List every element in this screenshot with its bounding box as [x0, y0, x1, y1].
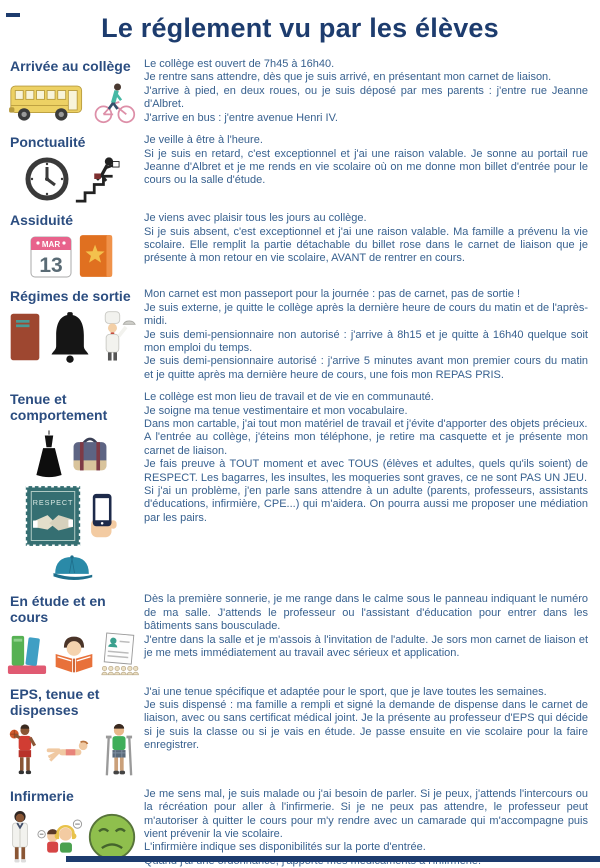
rule-line: Je fais preuve à TOUT moment et avec TOUS (élèves et adultes, quels qu'ils soient) de RESPECT. Les bagarres, les insultes, les moqueries sont graves, ce ne sont PAS UN JEU. — [144, 458, 588, 484]
rule-line: Je suis demi-pensionnaire autorisé : j'arrive 5 minutes avant mon premier cours du matin et je quitte après ma dernière heure de cours, une fois mon REPAS PRIS. — [144, 355, 588, 381]
running-late-icon — [74, 155, 120, 203]
basketball-player-icon — [8, 723, 40, 779]
section-rules — [144, 288, 600, 382]
phone-hand-icon — [86, 491, 120, 541]
section-eps-tenue-et-dispenses — [6, 686, 600, 779]
rule-line: J'entre dans la salle et je m'assois à l'invitation de l'adulte. Je sors mon carnet de liaison et je me mets immédiatement au travail avec sérieux et application. — [144, 633, 588, 659]
section-heading: En étude et en cours — [10, 593, 106, 626]
satchel-icon — [69, 433, 111, 475]
rule-line: Je soigne ma tenue vestimentaire et mon vocabulaire. — [144, 404, 408, 417]
section-en-etude-et-en-cours — [6, 593, 600, 676]
calendar-icon — [29, 233, 73, 279]
section-heading: Infirmerie — [10, 787, 74, 804]
rule-line: Le collège est mon lieu de travail et de vie en communauté. — [144, 391, 434, 404]
rule-line: J'arrive en bus : j'entre avenue Henri IV. — [144, 111, 338, 124]
section-rules — [144, 58, 600, 125]
stamp-label: RESPECT — [32, 498, 74, 508]
section-rules — [144, 593, 600, 660]
section-heading: Régimes de sortie — [10, 288, 131, 305]
rule-line: Le collège est ouvert de 7h45 à 16h40. — [144, 58, 335, 70]
rule-line: J'arrive à pied, en deux roues, ou je suis déposé par mes parents : j'entre rue Jeanne d'Albret. — [144, 84, 588, 111]
book-star-icon — [77, 233, 115, 279]
page-title: Le réglement vu par les élèves — [101, 13, 499, 43]
nurse-icon — [7, 809, 33, 865]
rule-line: Je suis externe, je quitte le collège après la dernière heure de cours du matin et de l'après-midi. — [144, 301, 588, 328]
section-icon-group — [6, 79, 144, 125]
section-icon-group — [6, 631, 144, 677]
rule-line: Si j'ai un problème, j'en parle sans attendre à un adulte (parents, professeurs, assistants d'éducations, infirmière, CPE...) qui m'aidera. On pourra aussi me proposer une médiation par les pairs. — [144, 484, 588, 524]
section-ponctualite — [6, 134, 600, 203]
section-icon-group — [6, 309, 144, 365]
rule-line: Si je suis absent, c'est exceptionnel et j'ai une raison valable. Ma famille a prévenu la vie scolaire. Elle remplit la partie détachable du billet rose dans le carnet de liaison que je présente à mon retour en vie scolaire, AVANT de rentrer en cours. — [144, 225, 588, 265]
section-icon-group — [6, 155, 144, 203]
clock-icon — [24, 156, 70, 202]
rule-line: Mon carnet est mon passeport pour la journée : pas de carnet, pas de sortie ! — [144, 288, 521, 301]
bottom-accent-bar — [66, 856, 600, 862]
skirt-icon — [33, 428, 65, 480]
section-rules — [144, 391, 600, 525]
rule-line: Je viens avec plaisir tous les jours au collège. — [144, 212, 367, 225]
section-icon-group — [6, 723, 144, 779]
cyclist-icon — [92, 79, 136, 125]
attendance-sheet-icon — [100, 631, 138, 677]
rule-line: Je veille à être à l'heure. — [144, 134, 263, 147]
section-heading: Ponctualité — [10, 134, 86, 151]
reading-kid-icon — [52, 633, 96, 675]
swimmer-icon — [44, 738, 98, 764]
calendar-month-label: MAR — [41, 240, 61, 250]
carnet-icon — [8, 311, 42, 363]
rule-line: Dès la première sonnerie, je me range dans le calme sous le panneau indiquant le numéro de ma salle. J'attends le professeur ou l'assistant d'éducation pour entrer dans les bâtiments sans bousculade. — [144, 593, 588, 633]
rule-line: L'infirmière indique ses disponibilités sur la porte d'entrée. — [144, 841, 426, 854]
cap-icon — [49, 552, 95, 584]
corner-mark — [6, 13, 20, 17]
chef-icon — [98, 309, 136, 365]
rule-line: J'ai une tenue spécifique et adaptée pour le sport, que je lave toutes les semaines. — [144, 685, 547, 698]
section-heading: EPS, tenue et dispenses — [10, 685, 100, 718]
rule-line: Je me sens mal, je suis malade ou j'ai besoin de parler. Si je peux, j'attends l'intercours ou la récréation pour aller à l'infirmerie. Si je ne peux pas attendre, le professeur peut m'autoriser à quitter le cours pour m'y rendre avec un camarade qui m'accompagne puis vient prévenir la vie scolaire. — [144, 787, 588, 840]
section-rules — [144, 686, 600, 753]
section-heading: Arrivée au collège — [10, 58, 131, 74]
section-tenue-et-comportement — [6, 391, 600, 584]
section-arrivee-au-college — [6, 58, 600, 125]
rule-line: Je suis demi-pensionnaire non autorisé : j'arrive à 8h15 et je quitte à 16h40 quelque soit mon emploi du temps. — [144, 328, 588, 354]
section-icon-group — [6, 233, 144, 279]
section-regimes-de-sortie — [6, 288, 600, 382]
bell-icon — [46, 310, 94, 364]
rule-line: Je rentre sans attendre, dès que je suis arrivé, en présentant mon carnet de liaison. — [144, 71, 552, 84]
section-assiduite — [6, 212, 600, 279]
talking-kids-icon — [37, 817, 83, 857]
crutches-icon — [102, 723, 136, 779]
rule-line: A l'entrée au collège, j'éteins mon téléphone, je retire ma casquette et je présente mon carnet de liaison. — [144, 431, 588, 457]
section-rules — [144, 134, 600, 188]
rule-line: Je suis dispensé : ma famille a rempli et signé la demande de dispense dans le carnet de liaison, avec ou sans certificat médical joint. Je la présente au professeur d'EPS qui décide si je suis la classe ou si je vais en étude. Je passe ensuite en vie scolaire pour la faire enregistrer. — [144, 698, 588, 752]
rules-poster — [0, 13, 600, 862]
stamp-respect-icon — [24, 484, 82, 548]
section-rules — [144, 212, 600, 266]
sick-face-icon — [87, 812, 137, 862]
section-heading: Tenue et comportement — [10, 391, 108, 424]
rule-line: Dans mon cartable, j'ai tout mon matériel de travail et j'évite d'apporter des objets précieux. — [144, 417, 588, 430]
rule-line: Si je suis en retard, c'est exceptionnel et j'ai une raison valable. Je sonne au portail rue Jeanne d'Albret et je me rends en vie scolaire où on me donne mon billet d'entrée pour le cours ou la salle d'étude. — [144, 147, 588, 187]
section-heading: Assiduité — [10, 212, 74, 229]
section-icon-group — [6, 428, 144, 584]
school-bus-icon — [8, 79, 88, 125]
books-stack-icon — [6, 631, 48, 677]
calendar-day-label: 13 — [39, 254, 63, 278]
